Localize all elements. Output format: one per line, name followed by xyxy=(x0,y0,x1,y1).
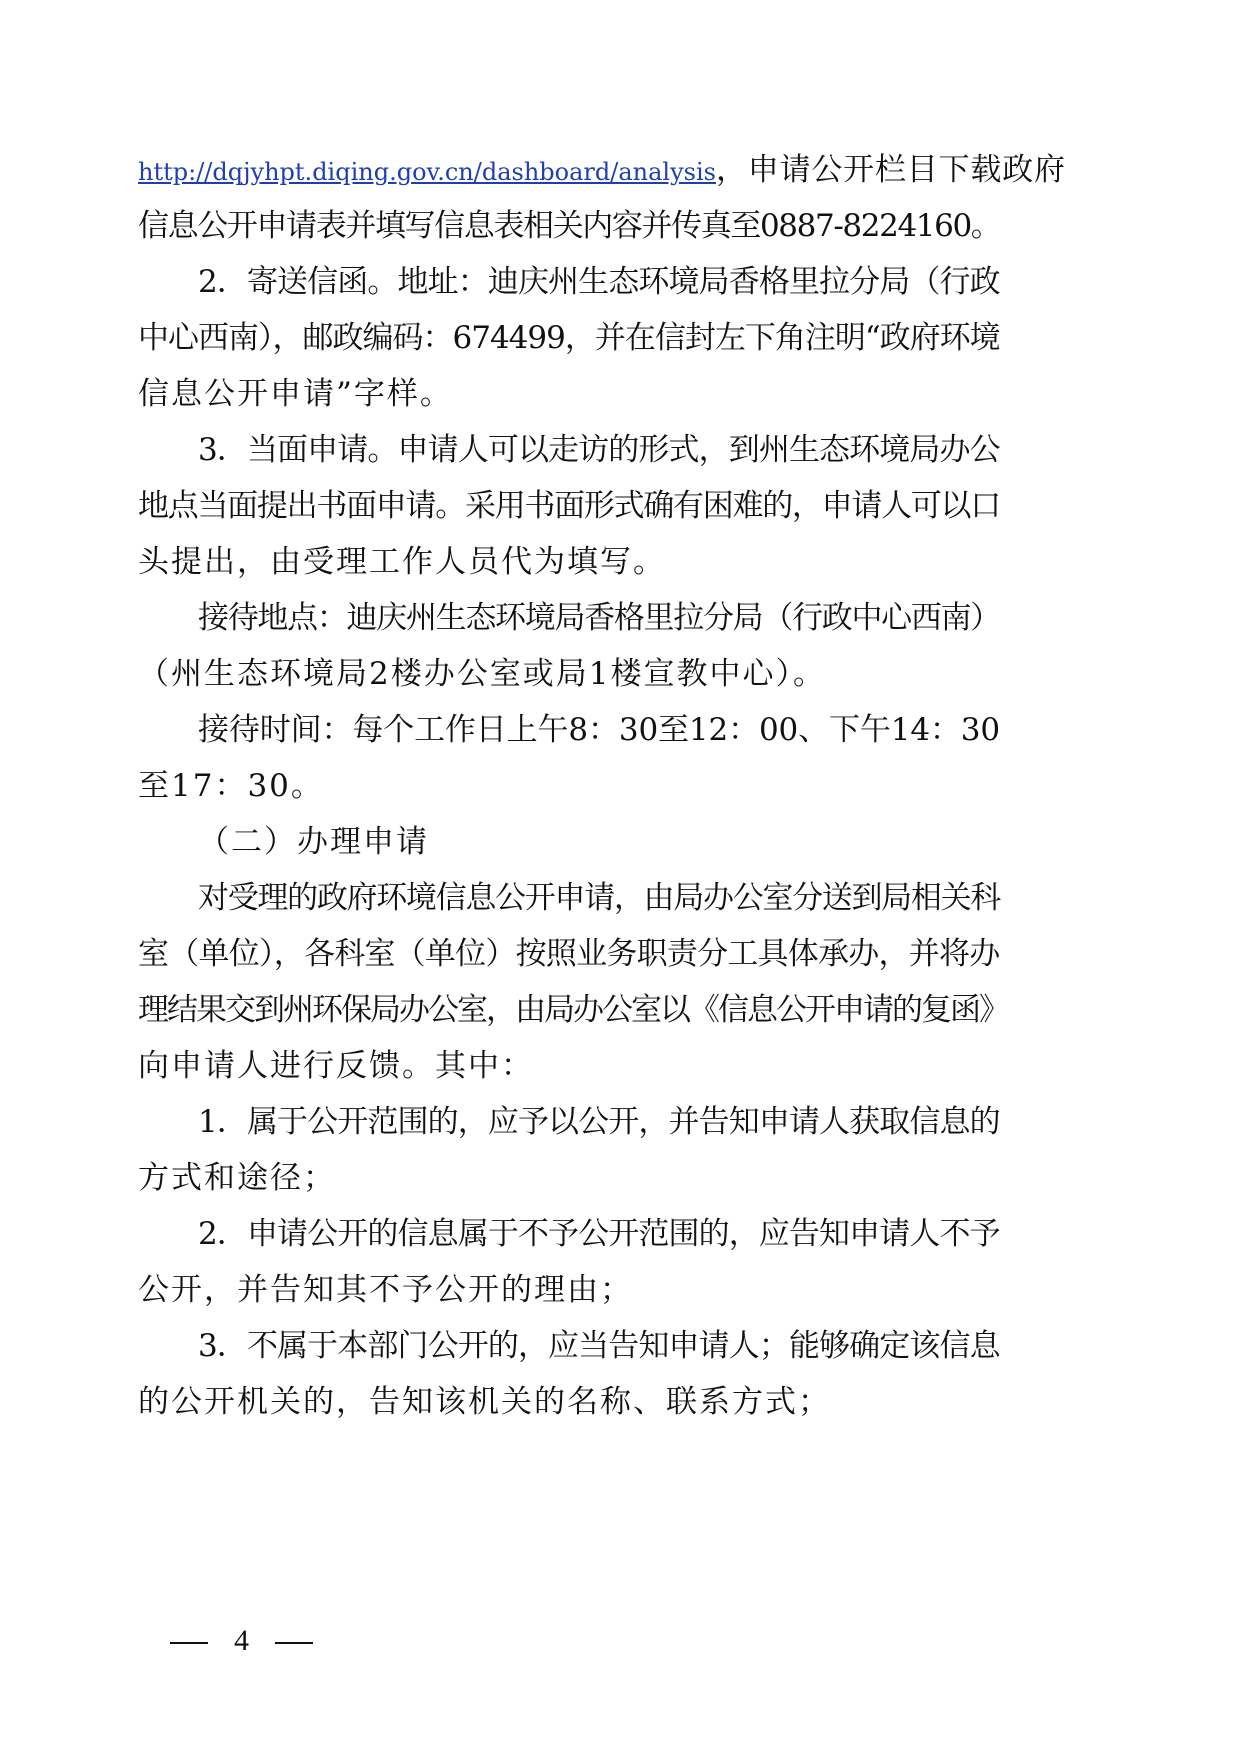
section-heading: （二）办理申请 xyxy=(198,824,429,860)
text-line-6: 3．当面申请。申请人可以走访的形式，到州生态环境局办公 xyxy=(198,432,1000,468)
text-line-22: 3．不属于本部门公开的，应当告知申请人；能够确定该信息 xyxy=(198,1328,1000,1364)
text-line-17: 向申请人进行反馈。其中： xyxy=(138,1048,534,1084)
text-line-18: 1．属于公开范围的，应予以公开，并告知申请人获取信息的 xyxy=(198,1104,1000,1140)
text-line-10: （州生态环境局2楼办公室或局1楼宣教中心）。 xyxy=(138,656,826,692)
text-line-9: 接待地点：迪庆州生态环境局香格里拉分局（行政中心西南） xyxy=(198,600,1000,636)
text-line-14: 对受理的政府环境信息公开申请，由局办公室分送到局相关科 xyxy=(198,880,1000,916)
text-line-1 xyxy=(138,150,1066,190)
line-text: ，申请公开栏目下载政府 xyxy=(715,152,1066,188)
text-line-19: 方式和途径； xyxy=(138,1160,336,1196)
text-line-8: 头提出，由受理工作人员代为填写。 xyxy=(138,544,666,580)
text-line-16: 理结果交到州环保局办公室，由局办公室以《信息公开申请的复函》 xyxy=(138,992,1008,1028)
text-line-15: 室（单位），各科室（单位）按照业务职责分工具体承办，并将办 xyxy=(138,936,1000,972)
text-line-2: 信息公开申请表并填写信息表相关内容并传真至0887-8224160。 xyxy=(138,208,1001,244)
text-line-12: 至17：30。 xyxy=(138,768,324,804)
text-line-4: 中心西南），邮政编码：674499，并在信封左下角注明“政府环境 xyxy=(138,320,1000,356)
text-line-21: 公开，并告知其不予公开的理由； xyxy=(138,1272,633,1308)
text-line-20: 2．申请公开的信息属于不予公开范围的，应告知申请人不予 xyxy=(198,1216,1000,1252)
text-line-7: 地点当面提出书面申请。采用书面形式确有困难的，申请人可以口 xyxy=(138,488,1000,524)
text-line-3: 2．寄送信函。地址：迪庆州生态环境局香格里拉分局（行政 xyxy=(198,264,1000,300)
url-link[interactable]: http://dqjyhpt.diqing.gov.cn/dashboard/analysis xyxy=(138,158,716,186)
text-line-5: 信息公开申请”字样。 xyxy=(138,376,453,412)
page-number: 4 xyxy=(234,1624,249,1657)
page-number-footer xyxy=(170,1621,313,1661)
text-line-11: 接待时间：每个工作日上午8：30至12：00、下午14：30 xyxy=(198,712,1000,748)
footer-dash-right xyxy=(275,1642,313,1644)
text-line-23: 的公开机关的，告知该机关的名称、联系方式； xyxy=(138,1384,831,1420)
footer-dash-left xyxy=(170,1642,208,1644)
